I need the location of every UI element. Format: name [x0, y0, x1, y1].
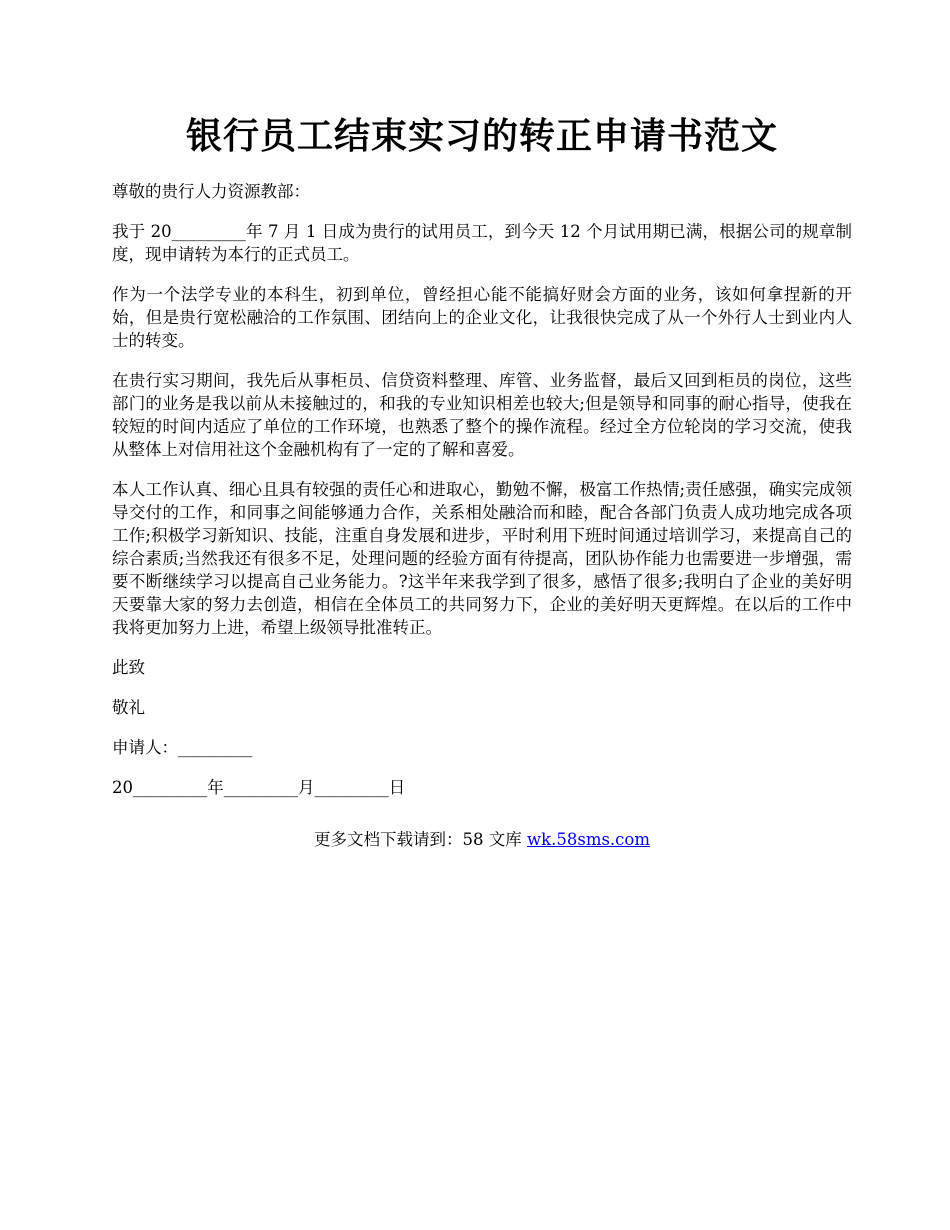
applicant-line: 申请人：_________ — [112, 738, 253, 757]
footer-link[interactable]: wk.58sms.com — [526, 830, 650, 849]
closing-greeting: 此致 — [112, 658, 145, 677]
paragraph-4: 本人工作认真、细心且具有较强的责任心和进取心，勤勉不懈，极富工作热情;责任感强，确实完成领导交付的工作，和同事之间能够通力合作，关系相处融洽而和睦，配合各部门负责人成功地完成各项工作;积极学习新知识、技能，注重自身发展和进步，平时利用下班时间通过培训学习，来提高自己的综合素质;当然我还有很多不足，处理问题的经验方面有待提高，团队协作能力也需要进一步增强，需要不断继续学习以提高自己业务能力。?这半年来我学到了很多，感悟了很多;我明白了企业的美好明天要靠大家的努力去创造，相信在全体员工的共同努力下，企业的美好明天更辉煌。在以后的工作中我将更加努力上进，希望上级领导批准转正。 — [112, 480, 852, 637]
document-body — [112, 180, 852, 816]
date-line: 20_________年_________月_________日 — [112, 778, 406, 797]
paragraph-1: 我于 20_________年 7 月 1 日成为贵行的试用员工，到今天 12 个月试用期已满，根据公司的规章制度，现申请转为本行的正式员工。 — [112, 222, 852, 264]
salutation: 尊敬的贵行人力资源教部： — [112, 182, 310, 201]
download-footer — [112, 828, 852, 851]
closing-salute: 敬礼 — [112, 698, 145, 717]
document-title: 银行员工结束实习的转正申请书范文 — [185, 115, 778, 157]
footer-prefix: 更多文档下载请到：58 文库 — [313, 830, 527, 849]
paragraph-3: 在贵行实习期间，我先后从事柜员、信贷资料整理、库管、业务监督，最后又回到柜员的岗位，这些部门的业务是我以前从未接触过的，和我的专业知识相差也较大;但是领导和同事的耐心指导，使我在较短的时间内适应了单位的工作环境，也熟悉了整个的操作流程。经过全方位轮岗的学习交流，使我从整体上对信用社这个金融机构有了一定的了解和喜爱。 — [112, 371, 852, 459]
paragraph-2: 作为一个法学专业的本科生，初到单位，曾经担心能不能搞好财会方面的业务，该如何拿捏新的开始，但是贵行宽松融洽的工作氛围、团结向上的企业文化，让我很快完成了从一个外行人士到业内人士的转变。 — [112, 285, 852, 350]
